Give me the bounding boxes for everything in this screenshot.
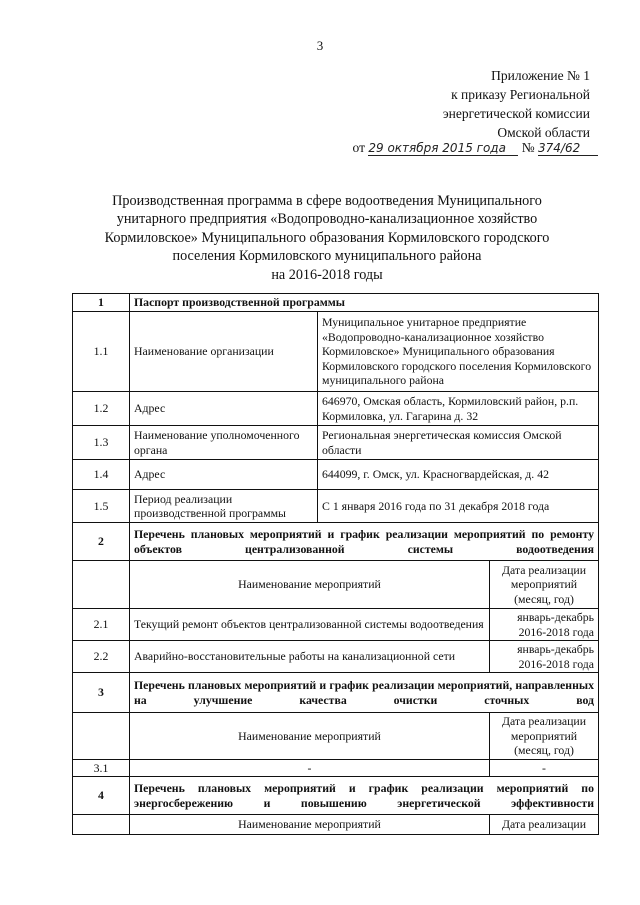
section-title: Паспорт производственной программы	[130, 294, 599, 312]
title-line-5: на 2016-2018 годы	[271, 266, 383, 283]
column-header-date: Дата реализации мероприятий (месяц, год)	[490, 561, 599, 609]
section-title: Перечень плановых мероприятий и график реализации мероприятий по ремонту объектов централизованной системы водоотведения	[130, 523, 599, 561]
row-name: -	[130, 759, 490, 777]
row-number: 2.1	[73, 609, 130, 641]
row-number: 1.5	[73, 490, 130, 523]
title-line-2: унитарного предприятия «Водопроводно-канализационное хозяйство	[116, 211, 538, 228]
empty-cell	[73, 713, 130, 760]
row-date: январь-декабрь 2016-2018 года	[490, 641, 599, 673]
table-row	[73, 759, 599, 777]
appendix-block	[443, 66, 590, 142]
row-number: 1.2	[73, 392, 130, 426]
from-label: от	[352, 140, 365, 155]
row-label: Адрес	[130, 392, 318, 426]
handwritten-date: 29 октября 2015 года	[368, 142, 518, 156]
section-3-row	[73, 673, 599, 713]
title-line-3: Кормиловское» Муниципального образования Кормиловского городского	[104, 229, 550, 246]
handwritten-number: 374/62	[538, 142, 598, 156]
document-title	[60, 192, 594, 284]
column-header-date: Дата реализации	[490, 815, 599, 835]
appendix-line-1: Приложение № 1	[491, 68, 590, 83]
header-row	[73, 713, 599, 760]
row-value: Муниципальное унитарное предприятие «Водопроводно-канализационное хозяйство Кормиловское» Муниципального образования Кормиловского городского поселения Кормиловского муниципального района	[318, 312, 599, 392]
column-header-date: Дата реализации мероприятий (месяц, год)	[490, 713, 599, 760]
page-number: 3	[316, 38, 324, 53]
row-label: Адрес	[130, 460, 318, 490]
row-name: Аварийно-восстановительные работы на канализационной сети	[130, 641, 490, 673]
table-row	[73, 392, 599, 426]
section-number: 2	[73, 523, 130, 561]
section-title: Перечень плановых мероприятий и график реализации мероприятий по энергосбережению и повышению энергетической эффективности	[130, 777, 599, 815]
column-header-name: Наименование мероприятий	[130, 713, 490, 760]
row-name: Текущий ремонт объектов централизованной системы водоотведения	[130, 609, 490, 641]
row-number: 1.4	[73, 460, 130, 490]
section-number: 1	[73, 294, 130, 312]
number-label: №	[521, 140, 535, 155]
table-row	[73, 460, 599, 490]
row-date: -	[490, 759, 599, 777]
section-1-row	[73, 294, 599, 312]
row-value: Региональная энергетическая комиссия Омской области	[318, 426, 599, 460]
appendix-line-3: энергетической комиссии	[442, 106, 590, 121]
title-line-4: поселения Кормиловского муниципального района	[172, 248, 482, 265]
row-label: Наименование организации	[130, 312, 318, 392]
empty-cell	[73, 815, 130, 835]
row-date: январь-декабрь 2016-2018 года	[490, 609, 599, 641]
section-4-row	[73, 777, 599, 815]
appendix-line-4: Омской области	[497, 125, 590, 140]
column-header-name: Наименование мероприятий	[130, 815, 490, 835]
row-number: 1.1	[73, 312, 130, 392]
table-row	[73, 426, 599, 460]
column-header-name: Наименование мероприятий	[130, 561, 490, 609]
table-row	[73, 609, 599, 641]
section-title: Перечень плановых мероприятий и график реализации мероприятий, направленных на улучшение качества очистки сточных вод	[130, 673, 599, 713]
order-date-line	[353, 140, 599, 156]
table-row	[73, 312, 599, 392]
row-label: Период реализации производственной программы	[130, 490, 318, 523]
header-row	[73, 561, 599, 609]
row-number: 2.2	[73, 641, 130, 673]
table-row	[73, 490, 599, 523]
empty-cell	[73, 561, 130, 609]
row-value: 646970, Омская область, Кормиловский район, р.п. Кормиловка, ул. Гагарина д. 32	[318, 392, 599, 426]
section-number: 4	[73, 777, 130, 815]
row-label: Наименование уполномоченного органа	[130, 426, 318, 460]
program-table	[72, 293, 599, 835]
row-number: 3.1	[73, 759, 130, 777]
table-row	[73, 641, 599, 673]
row-value: С 1 января 2016 года по 31 декабря 2018 года	[318, 490, 599, 523]
row-number: 1.3	[73, 426, 130, 460]
row-value: 644099, г. Омск, ул. Красногвардейская, д. 42	[318, 460, 599, 490]
section-number: 3	[73, 673, 130, 713]
title-line-1: Производственная программа в сфере водоотведения Муниципального	[112, 193, 542, 209]
section-2-row	[73, 523, 599, 561]
header-row	[73, 815, 599, 835]
appendix-line-2: к приказу Региональной	[451, 87, 590, 102]
